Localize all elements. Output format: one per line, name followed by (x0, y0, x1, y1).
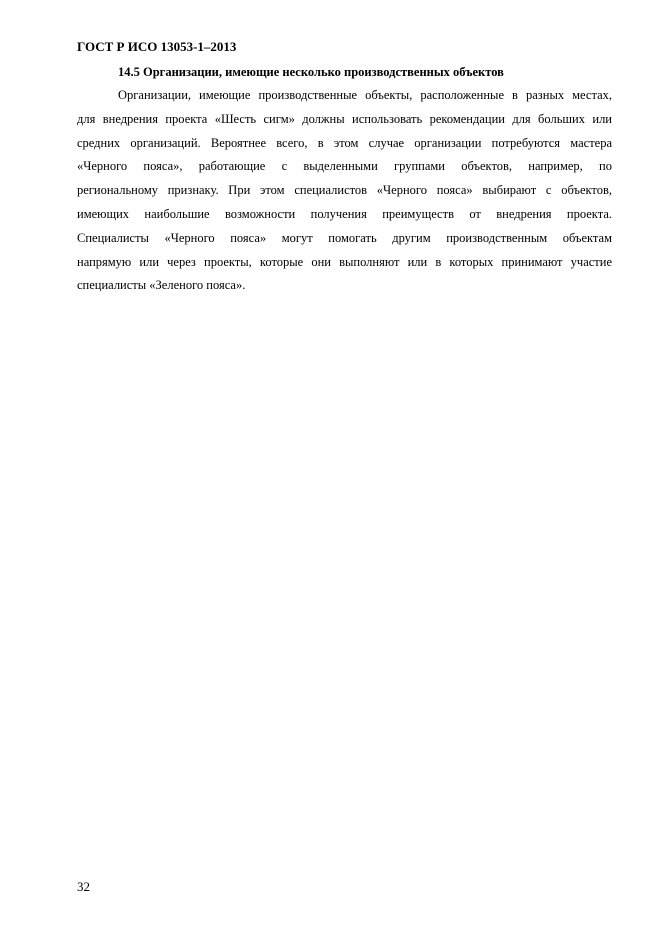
paragraph-line: специалисты «Зеленого пояса». (77, 278, 246, 293)
paragraph-line: для внедрения проекта «Шесть сигм» должны использовать рекомендации для больших или (77, 111, 612, 126)
section-heading: 14.5 Организации, имеющие несколько производственных объектов (118, 65, 504, 79)
paragraph-line: напрямую или через проекты, которые они выполняют или в которых принимают участие (77, 254, 612, 269)
paragraph-line: «Черного пояса», работающие с выделенными группами объектов, например, по (77, 159, 612, 174)
paragraph-line: Специалисты «Черного пояса» могут помогать другим производственным объектам (77, 230, 612, 245)
paragraph-line: имеющих наибольшие возможности получения преимуществ от внедрения проекта. (77, 206, 612, 221)
section-paragraph (77, 84, 612, 298)
paragraph-line: региональному признаку. При этом специалистов «Черного пояса» выбирают с объектов, (77, 183, 612, 198)
paragraph-line: средних организаций. Вероятнее всего, в этом случае организации потребуются мастера (77, 135, 612, 150)
page-number: 32 (77, 879, 90, 894)
document-header: ГОСТ Р ИСО 13053-1–2013 (77, 39, 237, 54)
paragraph-line: Организации, имеющие производственные объекты, расположенные в разных местах, (118, 88, 612, 102)
